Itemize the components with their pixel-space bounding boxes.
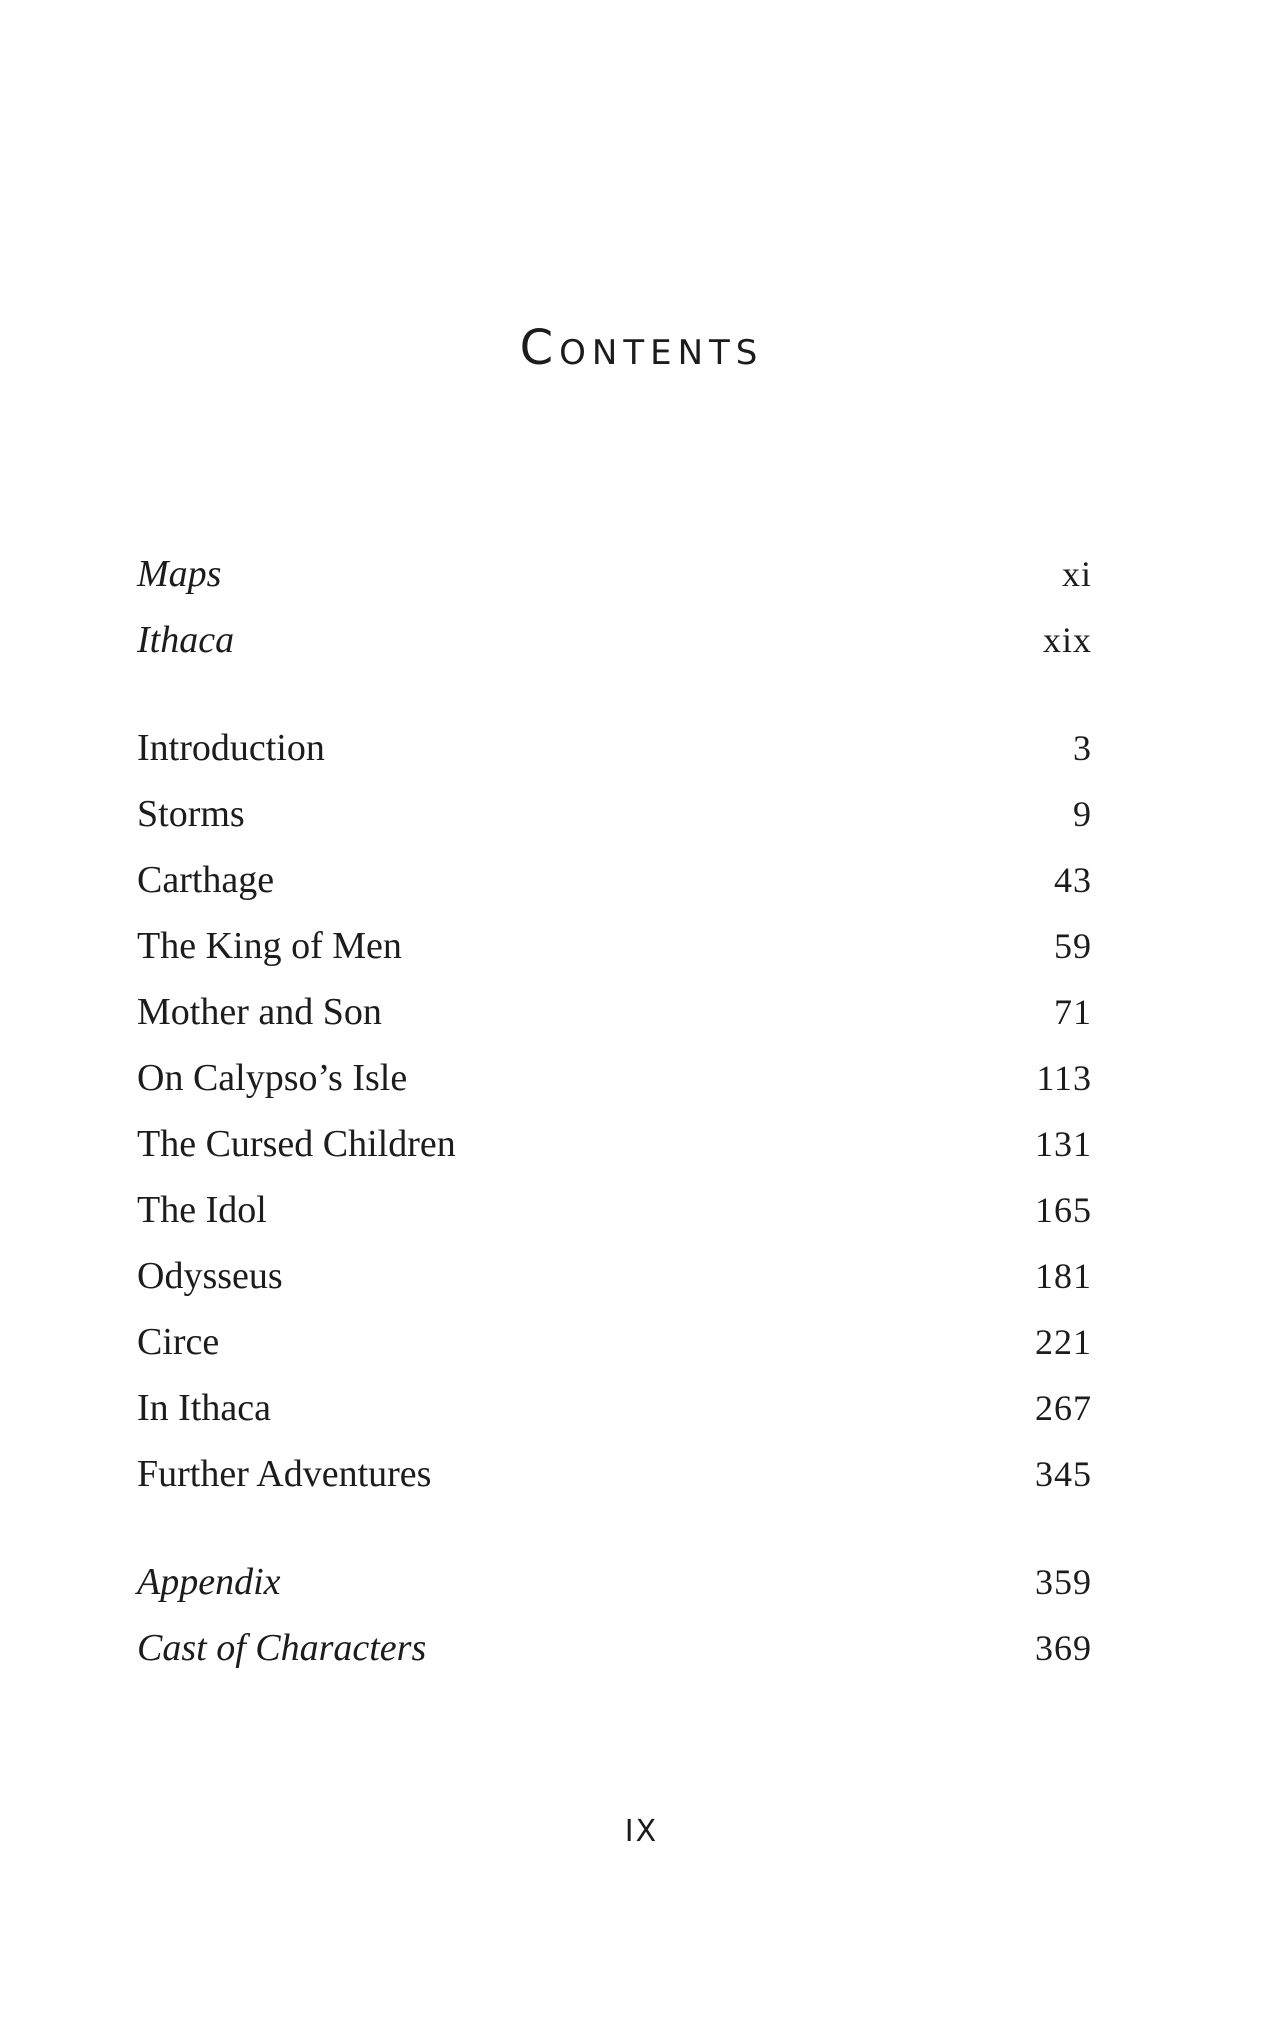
- toc-entry-title: Storms: [137, 793, 245, 835]
- toc-entry-title: Mother and Son: [137, 991, 382, 1033]
- toc-entry-page: 43: [1054, 860, 1092, 900]
- toc-entry-page: xix: [1042, 620, 1092, 660]
- toc-entry-page: 131: [1035, 1124, 1092, 1164]
- toc-entry-page: 369: [1035, 1628, 1092, 1668]
- toc-entry-on-calypsos-isle[interactable]: [137, 1052, 1092, 1104]
- toc-entry-title: Odysseus: [137, 1255, 283, 1297]
- toc-entry-title: Cast of Characters: [137, 1627, 427, 1669]
- toc-entry-odysseus[interactable]: [137, 1250, 1092, 1302]
- toc-entry-carthage[interactable]: [137, 854, 1092, 906]
- toc-entry-the-idol[interactable]: [137, 1184, 1092, 1236]
- toc-entry-page: xi: [1061, 554, 1092, 594]
- toc-entry-title: The Cursed Children: [137, 1123, 456, 1165]
- toc-entry-the-cursed-children[interactable]: [137, 1118, 1092, 1170]
- toc-entry-title: Carthage: [137, 859, 275, 901]
- toc-entry-introduction[interactable]: [137, 722, 1092, 774]
- toc-entry-the-king-of-men[interactable]: [137, 920, 1092, 972]
- toc-entry-title: Maps: [137, 553, 222, 595]
- toc-entry-mother-and-son[interactable]: [137, 986, 1092, 1038]
- toc-entry-page: 113: [1036, 1058, 1092, 1098]
- toc-entry-further-adventures[interactable]: [137, 1448, 1092, 1500]
- toc-entry-circe[interactable]: [137, 1316, 1092, 1368]
- toc-entry-title: Ithaca: [137, 619, 235, 661]
- toc-entry-title: On Calypso’s Isle: [137, 1057, 408, 1099]
- toc-entry-title: In Ithaca: [137, 1387, 271, 1429]
- toc-entry-page: 3: [1073, 728, 1092, 768]
- toc-entry-page: 345: [1035, 1454, 1092, 1494]
- toc-entry-page: 359: [1035, 1562, 1092, 1602]
- page-title: Contents: [519, 320, 764, 376]
- toc-entry-in-ithaca[interactable]: [137, 1382, 1092, 1434]
- toc-entry-title: Introduction: [137, 727, 325, 769]
- toc-entry-title: The King of Men: [137, 925, 402, 967]
- page-number: IX: [624, 1814, 659, 1849]
- toc-entry-title: The Idol: [137, 1189, 267, 1231]
- toc-entry-page: 165: [1035, 1190, 1092, 1230]
- toc-entry-page: 267: [1035, 1388, 1092, 1428]
- toc-entry-title: Appendix: [137, 1561, 281, 1603]
- toc-entry-page: 181: [1035, 1256, 1092, 1296]
- toc-entry-page: 59: [1054, 926, 1092, 966]
- toc-entry-page: 71: [1054, 992, 1092, 1032]
- toc-entry-maps[interactable]: [137, 548, 1092, 600]
- toc-entry-appendix[interactable]: [137, 1556, 1092, 1608]
- toc-entry-title: Circe: [137, 1321, 220, 1363]
- toc-entry-page: 221: [1035, 1322, 1092, 1362]
- toc-entry-cast-of-characters[interactable]: [137, 1622, 1092, 1674]
- toc-entry-ithaca[interactable]: [137, 614, 1092, 666]
- toc-entry-page: 9: [1073, 794, 1092, 834]
- toc-entry-storms[interactable]: [137, 788, 1092, 840]
- toc-entry-title: Further Adventures: [137, 1453, 432, 1495]
